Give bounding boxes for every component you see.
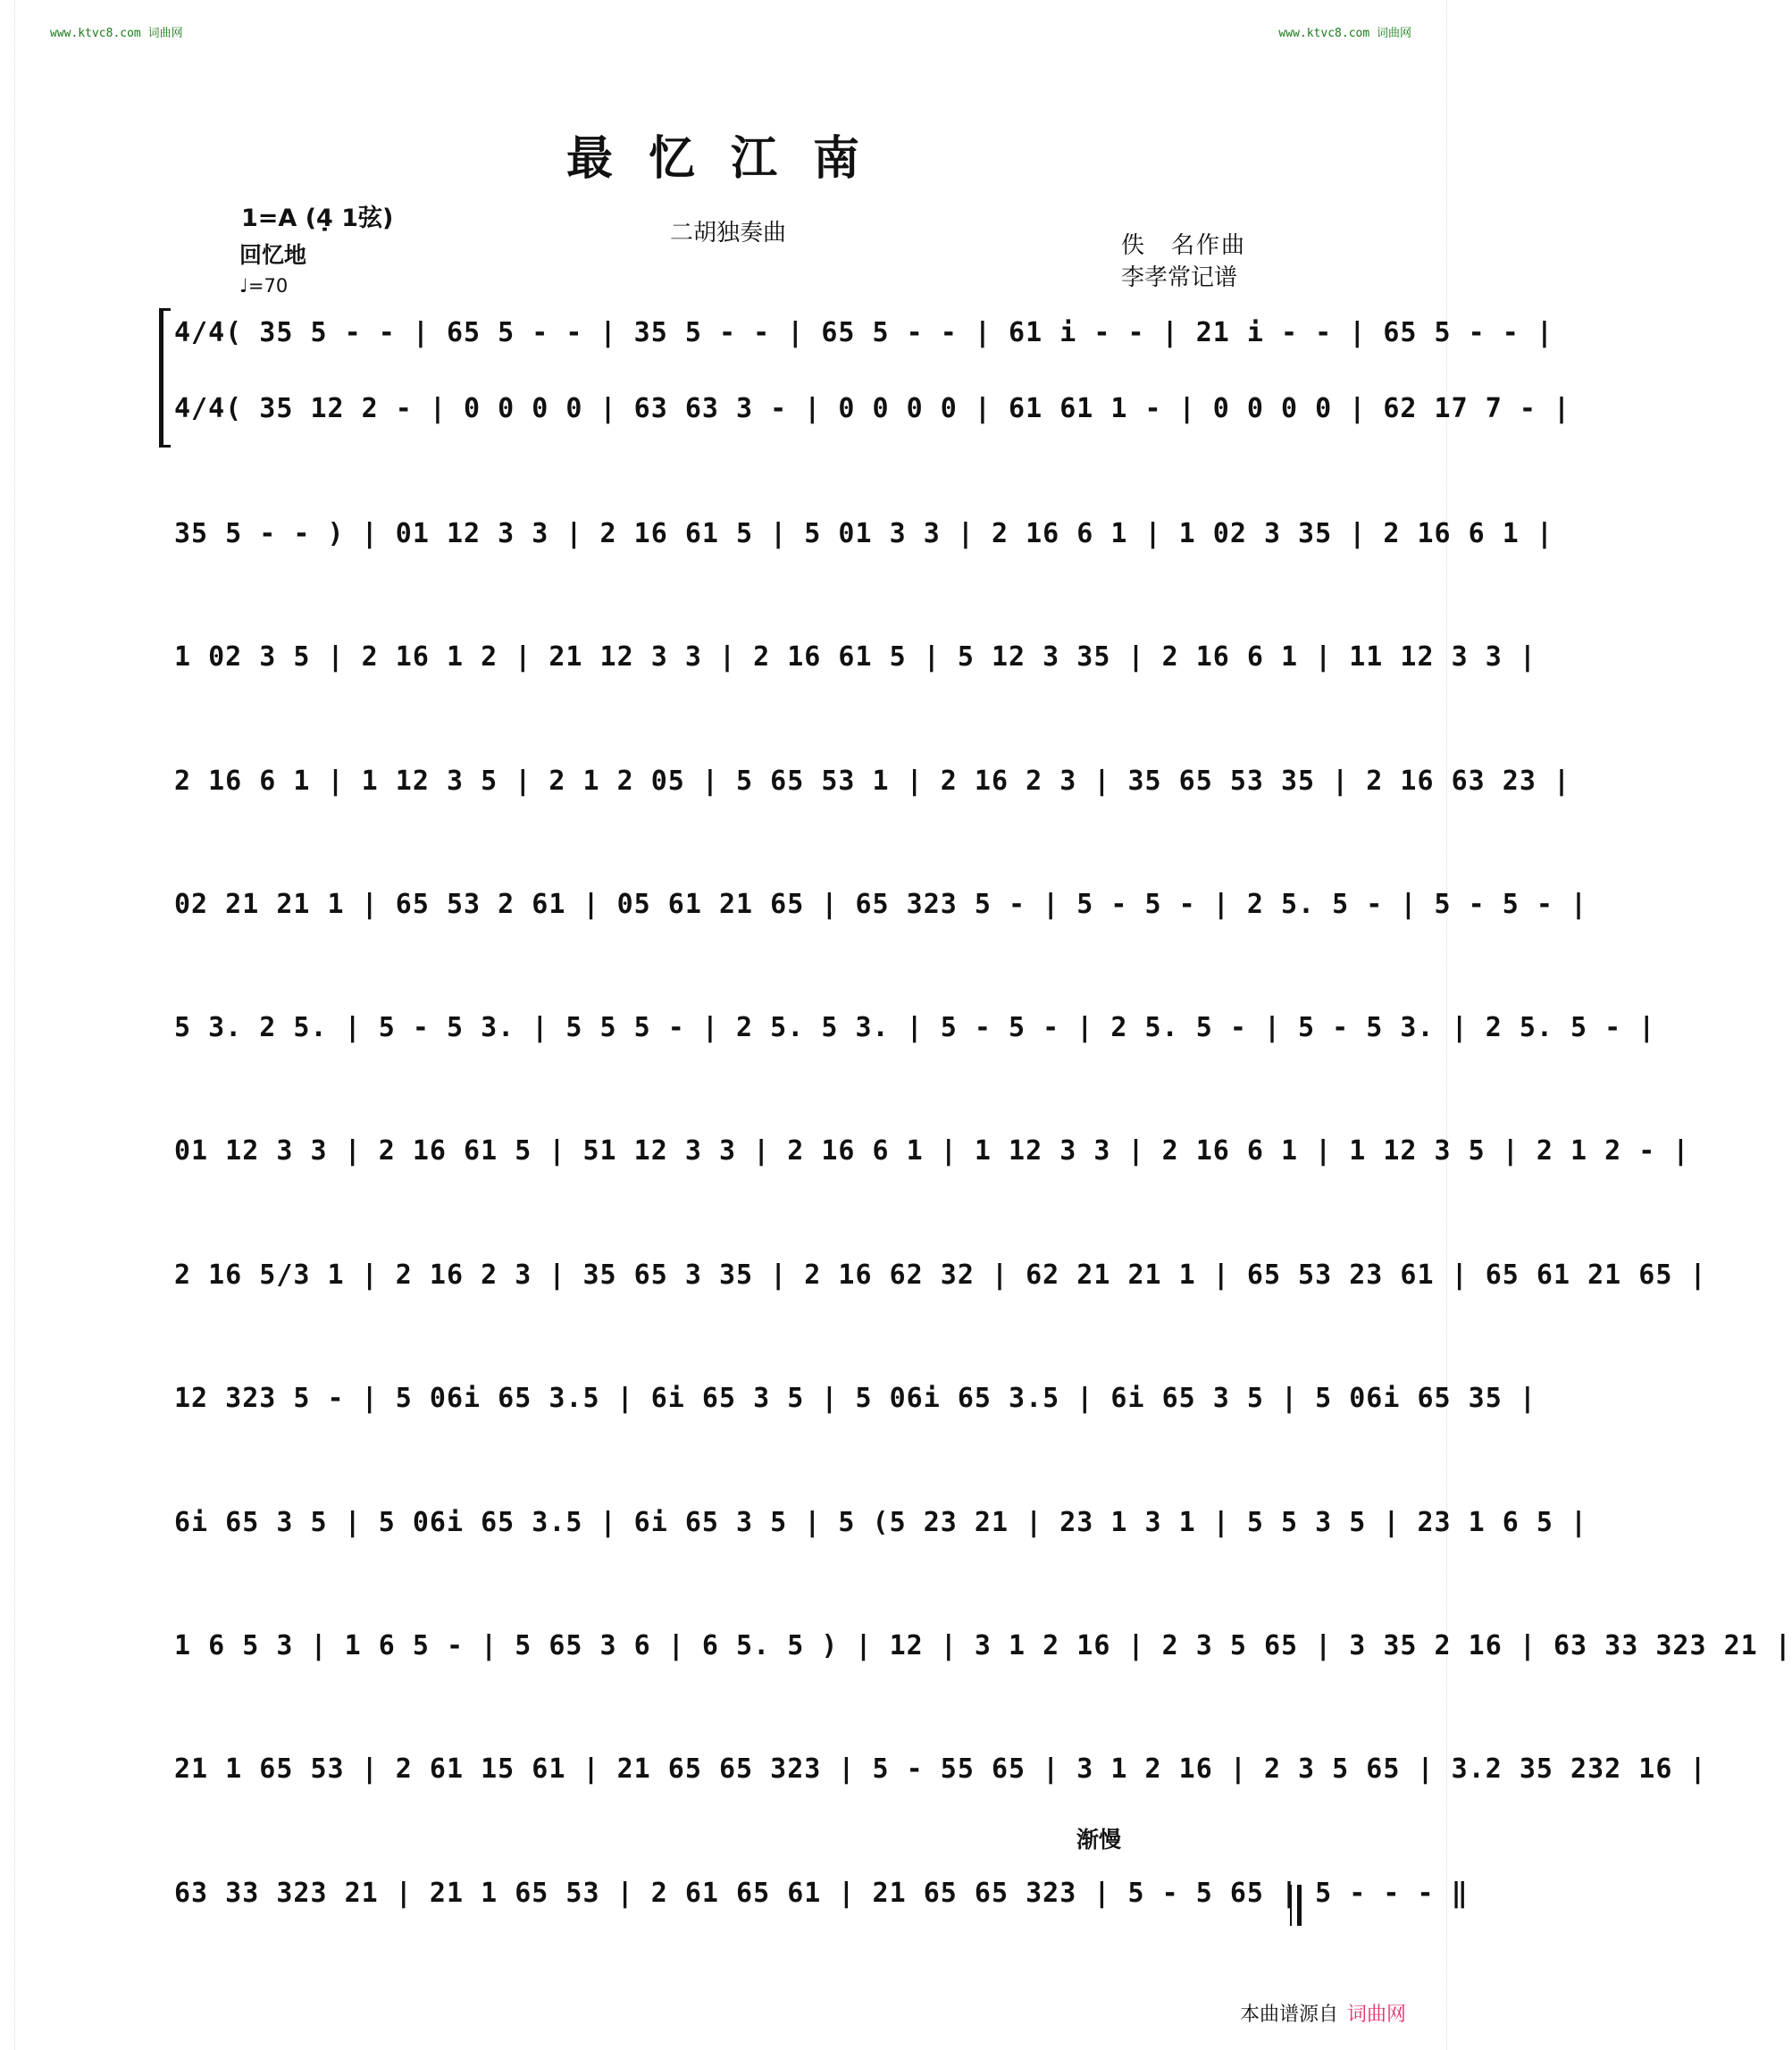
header-url-right: www.ktvc8.com 词曲网 — [1278, 27, 1411, 40]
tempo-marking: ♩=70 — [239, 275, 289, 297]
system-brace — [159, 308, 171, 448]
footer-source — [1240, 1999, 1406, 2027]
final-barline — [1290, 1885, 1302, 1926]
ritardando-marking: 渐慢 — [1076, 1827, 1122, 1853]
score-line-8: 01 12 3 3 | 2 16 61 5 | 51 12 3 3 | 2 16 6 1 | 1 12 3 3 | 2 16 6 1 | 1 12 3 5 | 2 1 2 - | — [174, 1135, 1690, 1167]
song-title: 最忆江南 — [565, 131, 895, 186]
subtitle: 二胡独奏曲 — [670, 220, 787, 247]
score-line-3: 35 5 - - ) | 01 12 3 3 | 2 16 61 5 | 5 01 3 3 | 2 16 6 1 | 1 02 3 35 | 2 16 6 1 | — [174, 518, 1553, 549]
header-url-left: www.ktvc8.com 词曲网 — [50, 27, 183, 40]
score-line-10: 12 323 5 - | 5 06i 65 3.5 | 6i 65 3 5 | 5 06i 65 3.5 | 6i 65 3 5 | 5 06i 65 35 | — [174, 1383, 1537, 1414]
score-line-6: 02 21 21 1 | 65 53 2 61 | 05 61 21 65 | 65 323 5 - | 5 - 5 - | 2 5. 5 - | 5 - 5 - | — [174, 889, 1588, 920]
transcriber-credit: 李孝常记谱 — [1121, 264, 1238, 291]
score-line-7: 5 3. 2 5. | 5 - 5 3. | 5 5 5 - | 2 5. 5 3. | 5 - 5 - | 2 5. 5 - | 5 - 5 3. | 2 5. 5 - | — [174, 1012, 1656, 1043]
score-line-2: 4/4( 35 12 2 - | 0 0 0 0 | 63 63 3 - | 0 0 0 0 | 61 61 1 - | 0 0 0 0 | 62 17 7 - | — [174, 393, 1571, 424]
score-line-9: 2 16 5/3 1 | 2 16 2 3 | 35 65 3 35 | 2 16 62 32 | 62 21 21 1 | 65 53 23 61 | 65 61 21 65 | — [174, 1259, 1707, 1291]
footer-brand-link[interactable]: 词曲网 — [1346, 2004, 1406, 2026]
score-line-14: 63 33 323 21 | 21 1 65 53 | 2 61 65 61 | 21 65 65 323 | 5 - 5 65 | 5 - - - ‖ — [174, 1878, 1469, 1909]
left-margin-strip — [0, 0, 15, 2050]
score-line-5: 2 16 6 1 | 1 12 3 5 | 2 1 2 05 | 5 65 53 1 | 2 16 2 3 | 35 65 53 35 | 2 16 63 23 | — [174, 766, 1571, 797]
score-line-12: 1 6 5 3 | 1 6 5 - | 5 65 3 6 | 6 5. 5 ) | 12 | 3 1 2 16 | 2 3 5 65 | 3 35 2 16 | 63 33 323 21 | — [174, 1630, 1792, 1661]
composer-credit: 佚 名作曲 — [1121, 232, 1247, 259]
key-signature: 1=A (4̣ 1弦) — [241, 205, 394, 232]
footer-prefix: 本曲谱源自 — [1239, 2004, 1338, 2026]
score-line-4: 1 02 3 5 | 2 16 1 2 | 21 12 3 3 | 2 16 61 5 | 5 12 3 35 | 2 16 6 1 | 11 12 3 3 | — [174, 641, 1537, 673]
score-line-1: 4/4( 35 5 - - | 65 5 - - | 35 5 - - | 65 5 - - | 61 i - - | 21 i - - | 65 5 - - | — [174, 317, 1553, 348]
score-line-11: 6i 65 3 5 | 5 06i 65 3.5 | 6i 65 3 5 | 5 (5 23 21 | 23 1 3 1 | 5 5 3 5 | 23 1 6 5 | — [174, 1507, 1588, 1538]
expression-marking: 回忆地 — [239, 242, 307, 268]
score-line-13: 21 1 65 53 | 2 61 15 61 | 21 65 65 323 | 5 - 55 65 | 3 1 2 16 | 2 3 5 65 | 3.2 35 232 16 | — [174, 1753, 1707, 1785]
